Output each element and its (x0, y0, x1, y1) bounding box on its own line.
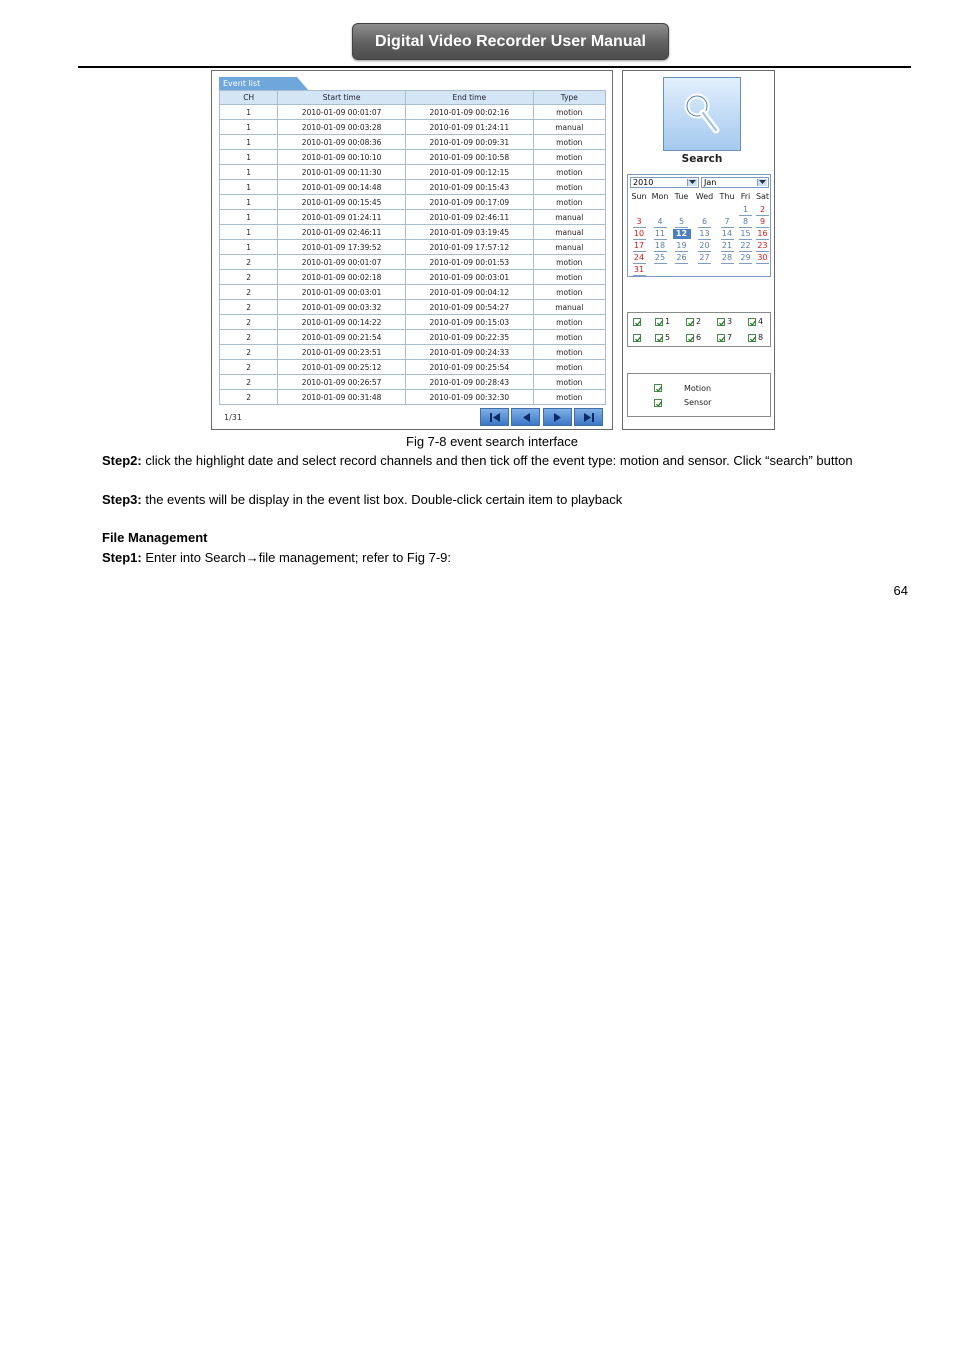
channel-label: 5 (665, 333, 671, 342)
select-all-channels-checkbox[interactable] (633, 318, 641, 326)
sensor-checkbox[interactable] (654, 399, 662, 407)
calendar-day[interactable]: 22 (740, 241, 751, 250)
calendar-day[interactable]: 10 (633, 229, 645, 238)
table-row[interactable] (220, 270, 606, 285)
cell-start-time: 2010-01-09 00:14:48 (278, 180, 406, 195)
checkmark-icon (655, 400, 663, 408)
table-row[interactable] (220, 345, 606, 360)
manual-title-badge: Digital Video Recorder User Manual (352, 23, 669, 60)
calendar-day[interactable]: 12 (675, 229, 688, 238)
channel-label: 8 (758, 333, 764, 342)
column-header-type[interactable]: Type (533, 91, 605, 105)
step2-paragraph (102, 451, 909, 471)
cell-type: motion (533, 285, 605, 300)
cell-start-time: 2010-01-09 00:11:30 (278, 165, 406, 180)
table-row[interactable] (220, 285, 606, 300)
cell-end-time: 2010-01-09 00:03:01 (405, 270, 533, 285)
channel-3-checkbox[interactable] (717, 318, 725, 326)
calendar-day[interactable]: 23 (757, 241, 768, 250)
event-list-tab-label: Event list (223, 79, 261, 88)
table-row[interactable] (220, 150, 606, 165)
next-page-button[interactable] (543, 408, 572, 426)
weekday-header: Mon (651, 192, 669, 201)
calendar-day[interactable]: 13 (699, 229, 710, 238)
step1-text-b: file management; refer to Fig 7-9: (258, 550, 451, 565)
weekday-header: Sun (631, 192, 647, 201)
cell-type: motion (533, 105, 605, 120)
checkmark-icon (656, 319, 664, 327)
cell-type: motion (533, 390, 605, 405)
cell-ch: 2 (220, 270, 278, 285)
channel-7-checkbox[interactable] (717, 334, 725, 342)
event-list-panel (211, 70, 613, 430)
column-header-ch[interactable]: CH (220, 91, 278, 105)
cell-start-time: 2010-01-09 00:03:32 (278, 300, 406, 315)
cell-type: manual (533, 120, 605, 135)
step3-text: the events will be display in the event list box. Double-click certain item to playback (141, 492, 623, 507)
cell-type: manual (533, 240, 605, 255)
cell-start-time: 2010-01-09 00:23:51 (278, 345, 406, 360)
calendar-day[interactable]: 14 (721, 229, 733, 238)
step3-paragraph (102, 490, 909, 510)
table-row[interactable] (220, 165, 606, 180)
magnifier-icon (683, 92, 723, 136)
cell-ch: 2 (220, 315, 278, 330)
sensor-label: Sensor (684, 398, 712, 407)
event-table (219, 90, 606, 405)
calendar-day[interactable]: 30 (757, 253, 768, 262)
calendar-day[interactable]: 24 (633, 253, 645, 262)
cell-start-time: 2010-01-09 00:01:07 (278, 255, 406, 270)
checkmark-icon (634, 335, 642, 343)
next-page-icon (552, 412, 564, 423)
record-day-marker (633, 275, 646, 276)
calendar-day[interactable]: 26 (676, 253, 687, 262)
cell-start-time: 2010-01-09 00:21:54 (278, 330, 406, 345)
table-row[interactable] (220, 120, 606, 135)
cell-type: motion (533, 360, 605, 375)
month-dropdown-arrow[interactable] (757, 179, 767, 186)
checkmark-icon (718, 319, 726, 327)
table-row[interactable] (220, 315, 606, 330)
column-header-end-time[interactable]: End time (405, 91, 533, 105)
cell-end-time: 2010-01-09 00:32:30 (405, 390, 533, 405)
calendar-day[interactable]: 5 (678, 217, 685, 226)
cell-type: motion (533, 270, 605, 285)
cell-type: motion (533, 180, 605, 195)
cell-end-time: 2010-01-09 00:15:03 (405, 315, 533, 330)
cell-type: motion (533, 255, 605, 270)
channel-label: 6 (696, 333, 702, 342)
checkmark-icon (656, 335, 664, 343)
cell-end-time: 2010-01-09 00:09:31 (405, 135, 533, 150)
calendar-day[interactable]: 11 (654, 229, 666, 238)
first-page-icon (489, 412, 501, 423)
checkmark-icon (655, 385, 663, 393)
cell-start-time: 2010-01-09 17:39:52 (278, 240, 406, 255)
calendar-day[interactable]: 8 (742, 217, 749, 226)
cell-end-time: 2010-01-09 00:12:15 (405, 165, 533, 180)
cell-start-time: 2010-01-09 00:03:28 (278, 120, 406, 135)
calendar-day[interactable]: 2 (759, 205, 766, 214)
channel-label: 2 (696, 317, 702, 326)
cell-type: motion (533, 135, 605, 150)
calendar-day[interactable]: 20 (699, 241, 710, 250)
channel-label: 7 (727, 333, 733, 342)
table-row[interactable] (220, 210, 606, 225)
cell-ch: 2 (220, 300, 278, 315)
cell-type: motion (533, 330, 605, 345)
header-divider (78, 66, 911, 68)
calendar-day[interactable]: 6 (701, 217, 708, 226)
cell-end-time: 2010-01-09 03:19:45 (405, 225, 533, 240)
month-select[interactable] (701, 177, 769, 188)
chevron-down-icon (689, 180, 696, 185)
record-day-marker (698, 263, 711, 264)
cell-end-time: 2010-01-09 00:28:43 (405, 375, 533, 390)
month-value: Jan (704, 178, 717, 187)
calendar-day[interactable]: 19 (676, 241, 687, 250)
cell-type: motion (533, 345, 605, 360)
table-row[interactable] (220, 255, 606, 270)
checkmark-icon (749, 335, 757, 343)
calendar (627, 174, 771, 277)
cell-ch: 1 (220, 165, 278, 180)
cell-ch: 1 (220, 105, 278, 120)
cell-end-time: 2010-01-09 02:46:11 (405, 210, 533, 225)
calendar-day[interactable]: 16 (757, 229, 768, 238)
record-day-marker (739, 263, 752, 264)
checkmark-icon (718, 335, 726, 343)
section-title (102, 528, 909, 548)
weekday-header: Tue (674, 192, 689, 201)
motion-checkbox[interactable] (654, 384, 662, 392)
table-row[interactable] (220, 225, 606, 240)
cell-ch: 2 (220, 330, 278, 345)
channel-4-checkbox[interactable] (748, 318, 756, 326)
cell-start-time: 2010-01-09 00:25:12 (278, 360, 406, 375)
cell-type: manual (533, 225, 605, 240)
cell-type: motion (533, 150, 605, 165)
cell-end-time: 2010-01-09 00:24:33 (405, 345, 533, 360)
motion-label: Motion (684, 384, 712, 393)
step1-paragraph (102, 548, 909, 568)
cell-ch: 1 (220, 150, 278, 165)
year-value: 2010 (633, 178, 654, 187)
cell-start-time: 2010-01-09 00:10:10 (278, 150, 406, 165)
calendar-day[interactable]: 29 (740, 253, 751, 262)
cell-ch: 1 (220, 240, 278, 255)
cell-start-time: 2010-01-09 00:15:45 (278, 195, 406, 210)
first-page-button[interactable] (480, 408, 509, 426)
channel-8-checkbox[interactable] (748, 334, 756, 342)
calendar-day[interactable]: 28 (721, 253, 733, 262)
chevron-down-icon (759, 180, 766, 185)
cell-start-time: 2010-01-09 00:08:36 (278, 135, 406, 150)
cell-type: motion (533, 165, 605, 180)
weekday-header: Sat (755, 192, 770, 201)
checkmark-icon (687, 319, 695, 327)
cell-ch: 1 (220, 135, 278, 150)
page-indicator: 1/31 (224, 413, 242, 422)
calendar-day[interactable]: 21 (721, 241, 733, 250)
cell-end-time: 2010-01-09 00:15:43 (405, 180, 533, 195)
last-page-button[interactable] (574, 408, 603, 426)
calendar-day[interactable]: 17 (633, 241, 645, 250)
figure-caption: Fig 7-8 event search interface (406, 434, 578, 449)
prev-page-icon (520, 412, 532, 423)
cell-type: motion (533, 195, 605, 210)
table-row[interactable] (220, 300, 606, 315)
record-day-marker (756, 263, 769, 264)
event-list-tab[interactable] (219, 76, 305, 90)
search-label: Search (681, 153, 723, 165)
cell-type: manual (533, 210, 605, 225)
channel-1-checkbox[interactable] (655, 318, 663, 326)
cell-start-time: 2010-01-09 02:46:11 (278, 225, 406, 240)
record-day-marker (675, 263, 688, 264)
table-row[interactable] (220, 195, 606, 210)
cell-type: motion (533, 375, 605, 390)
cell-start-time: 2010-01-09 00:26:57 (278, 375, 406, 390)
table-row[interactable] (220, 105, 606, 120)
table-row[interactable] (220, 375, 606, 390)
event-table-header (220, 91, 606, 105)
weekday-header: Fri (740, 192, 751, 201)
calendar-day[interactable]: 25 (654, 253, 666, 262)
step2-text: click the highlight date and select record channels and then tick off the event type: motion and sensor. Click “search” button (141, 453, 853, 468)
channel-5-checkbox[interactable] (655, 334, 663, 342)
channel-selector (627, 312, 771, 347)
event-type-selector (627, 373, 771, 417)
right-arrow-icon: → (245, 550, 259, 565)
cell-start-time: 2010-01-09 00:03:01 (278, 285, 406, 300)
calendar-day[interactable]: 1 (742, 205, 749, 214)
step1-text-a: Enter into Search (141, 550, 246, 565)
calendar-day[interactable]: 4 (657, 217, 663, 226)
calendar-day[interactable]: 31 (633, 265, 645, 274)
record-day-marker (654, 263, 667, 264)
channel-label: 3 (727, 317, 733, 326)
step3-label: Step3: (102, 492, 142, 507)
cell-end-time: 2010-01-09 00:01:53 (405, 255, 533, 270)
cell-end-time: 2010-01-09 00:02:16 (405, 105, 533, 120)
weekday-header: Wed (695, 192, 714, 201)
table-row[interactable] (220, 240, 606, 255)
checkmark-icon (749, 319, 757, 327)
cell-start-time: 2010-01-09 00:31:48 (278, 390, 406, 405)
cell-start-time: 2010-01-09 01:24:11 (278, 210, 406, 225)
cell-end-time: 2010-01-09 00:25:54 (405, 360, 533, 375)
year-select[interactable] (630, 177, 699, 188)
channel-label: 1 (665, 317, 671, 326)
cell-end-time: 2010-01-09 17:57:12 (405, 240, 533, 255)
cell-end-time: 2010-01-09 01:24:11 (405, 120, 533, 135)
calendar-day[interactable]: 15 (740, 229, 751, 238)
cell-ch: 2 (220, 375, 278, 390)
cell-ch: 2 (220, 285, 278, 300)
year-dropdown-arrow[interactable] (687, 179, 697, 186)
checkmark-icon (687, 335, 695, 343)
cell-ch: 2 (220, 345, 278, 360)
cell-end-time: 2010-01-09 00:04:12 (405, 285, 533, 300)
prev-page-button[interactable] (511, 408, 540, 426)
cell-ch: 2 (220, 360, 278, 375)
cell-type: manual (533, 300, 605, 315)
cell-end-time: 2010-01-09 00:17:09 (405, 195, 533, 210)
channel-2-checkbox[interactable] (686, 318, 694, 326)
search-side-panel (622, 70, 775, 430)
column-header-start-time[interactable]: Start time (278, 91, 406, 105)
cell-start-time: 2010-01-09 00:14:22 (278, 315, 406, 330)
cell-end-time: 2010-01-09 00:10:58 (405, 150, 533, 165)
cell-ch: 2 (220, 255, 278, 270)
last-page-icon (583, 412, 595, 423)
cell-ch: 2 (220, 390, 278, 405)
cell-end-time: 2010-01-09 00:54:27 (405, 300, 533, 315)
channel-label: 4 (758, 317, 764, 326)
checkmark-icon (634, 319, 642, 327)
cell-ch: 1 (220, 195, 278, 210)
step1-label: Step1: (102, 550, 142, 565)
calendar-day[interactable]: 27 (699, 253, 710, 262)
step2-label: Step2: (102, 453, 142, 468)
calendar-day[interactable]: 7 (724, 217, 730, 226)
file-management-heading: File Management (102, 530, 208, 545)
cell-start-time: 2010-01-09 00:02:18 (278, 270, 406, 285)
cell-type: motion (533, 315, 605, 330)
table-row[interactable] (220, 390, 606, 405)
cell-ch: 1 (220, 210, 278, 225)
search-button[interactable] (663, 77, 741, 151)
calendar-day[interactable]: 3 (636, 217, 642, 226)
table-row[interactable] (220, 360, 606, 375)
page-number: 64 (893, 583, 908, 598)
cell-start-time: 2010-01-09 00:01:07 (278, 105, 406, 120)
cell-ch: 1 (220, 225, 278, 240)
channel-6-checkbox[interactable] (686, 334, 694, 342)
calendar-day[interactable]: 9 (759, 217, 766, 226)
cell-end-time: 2010-01-09 00:22:35 (405, 330, 533, 345)
table-row[interactable] (220, 180, 606, 195)
select-all-channels-checkbox[interactable] (633, 334, 641, 342)
cell-ch: 1 (220, 120, 278, 135)
calendar-day[interactable]: 18 (654, 241, 666, 250)
weekday-header: Thu (719, 192, 735, 201)
table-row[interactable] (220, 330, 606, 345)
cell-ch: 1 (220, 180, 278, 195)
table-row[interactable] (220, 135, 606, 150)
record-day-marker (721, 263, 734, 264)
